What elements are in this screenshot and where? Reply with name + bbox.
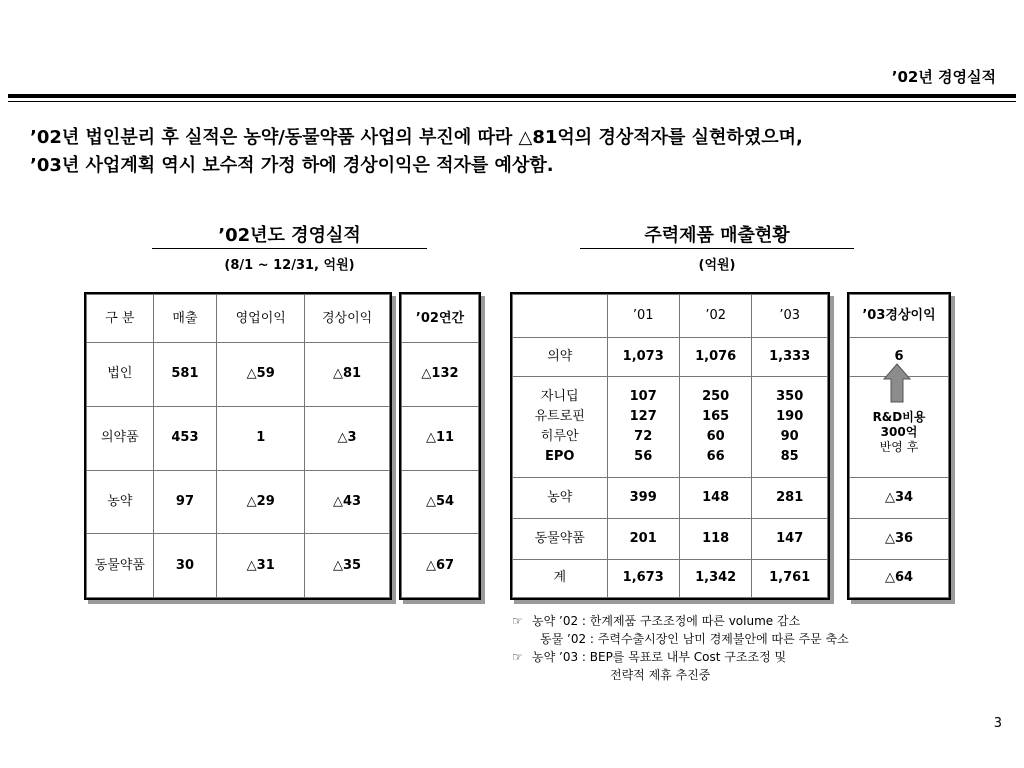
header-cell: ’03 [752, 295, 828, 338]
profit03-panel [847, 292, 951, 600]
sales-cell: 30 [153, 534, 217, 598]
profit03-header-cell: ’03경상이익 [850, 295, 949, 338]
profit03-value-cell: △34 [850, 477, 949, 518]
left-section-subtitle: (8/1 ~ 12/31, 억원) [224, 258, 355, 273]
row-label: 동물약품 [87, 534, 154, 598]
operating-profit-cell: △31 [217, 534, 305, 598]
table-row [513, 559, 828, 597]
sales-cell: 581 [153, 343, 217, 407]
results-table-header [87, 295, 390, 343]
row-label: 농약 [513, 477, 608, 518]
annual-value-cell: △67 [402, 534, 479, 598]
summary-text [30, 124, 803, 180]
value-cell: 107 127 72 56 [607, 377, 679, 477]
annual-table [401, 294, 479, 598]
ordinary-profit-cell: △35 [305, 534, 390, 598]
value-cell: 148 [679, 477, 751, 518]
table-row [513, 338, 828, 377]
rd-note-line: 300억 [880, 424, 918, 439]
value-cell: 1,076 [679, 338, 751, 377]
annual-value-cell: △11 [402, 406, 479, 470]
value-cell: 201 [607, 518, 679, 559]
operating-profit-cell: △59 [217, 343, 305, 407]
left-section-rule [152, 248, 427, 249]
value-cell: 1,761 [752, 559, 828, 597]
value-cell: 147 [752, 518, 828, 559]
annual-value-cell: △132 [402, 343, 479, 407]
profit03-table [849, 294, 949, 598]
value-cell: 1,073 [607, 338, 679, 377]
rd-note-line: R&D비용 [872, 409, 926, 424]
row-label: 동물약품 [513, 518, 608, 559]
product-sales-table [512, 294, 828, 598]
summary-line-1: ’02년 법인분리 후 실적은 농약/동물약품 사업의 부진에 따라 △81억의 경상적자를 실현하였으며, [30, 127, 803, 148]
note-line: ☞ 농약 ’03 : BEP를 목표로 내부 Cost 구조조정 및 [512, 650, 787, 664]
sales-cell: 97 [153, 470, 217, 534]
annual-header-cell: ’02연간 [402, 295, 479, 343]
note-line: 전략적 제휴 추진중 [610, 668, 711, 682]
table-row [87, 534, 390, 598]
notes-block [512, 612, 849, 684]
value-cell: 399 [607, 477, 679, 518]
table-row [87, 343, 390, 407]
page-number: 3 [993, 716, 1002, 731]
table-row [87, 470, 390, 534]
rd-note-line: 반영 후 [879, 439, 919, 454]
ordinary-profit-cell: △43 [305, 470, 390, 534]
header-cell: ’01 [607, 295, 679, 338]
pointing-hand-icon: ☞ [512, 614, 523, 628]
value-cell: 250 165 60 66 [679, 377, 751, 477]
profit03-value-cell: 6 [850, 338, 949, 377]
right-section-rule [580, 248, 854, 249]
table-row [87, 406, 390, 470]
product-sales-header [513, 295, 828, 338]
ordinary-profit-cell: △3 [305, 406, 390, 470]
product-labels-cell: 자니딥 유트로핀 히루안 EPO [513, 377, 608, 477]
row-label: 의약 [513, 338, 608, 377]
value-cell: 1,342 [679, 559, 751, 597]
header-rule-thin [8, 101, 1016, 102]
header-cell: ’02 [679, 295, 751, 338]
header-cell: 경상이익 [305, 295, 390, 343]
value-cell: 281 [752, 477, 828, 518]
header-cell: 매출 [153, 295, 217, 343]
annual-table-panel [399, 292, 481, 600]
value-cell: 350 190 90 85 [752, 377, 828, 477]
product-sales-panel [510, 292, 830, 600]
value-cell: 1,333 [752, 338, 828, 377]
results-table [86, 294, 390, 598]
note-line: ☞ 농약 ’02 : 한계제품 구조조정에 따른 volume 감소 [512, 614, 801, 628]
table-row [513, 477, 828, 518]
header-cell [513, 295, 608, 338]
note-line: 동물 ’02 : 주력수출시장인 남미 경제불안에 따른 주문 축소 [540, 632, 849, 646]
operating-profit-cell: 1 [217, 406, 305, 470]
operating-profit-cell: △29 [217, 470, 305, 534]
table-row [513, 518, 828, 559]
row-label: 계 [513, 559, 608, 597]
header-cell: 영업이익 [217, 295, 305, 343]
up-arrow-icon [883, 363, 911, 403]
header-rule-thick [8, 94, 1016, 98]
value-cell: 1,673 [607, 559, 679, 597]
summary-line-2: ’03년 사업계획 역시 보수적 가정 하에 경상이익은 적자를 예상함. [30, 155, 554, 176]
results-table-panel [84, 292, 392, 600]
profit03-value-cell: △36 [850, 518, 949, 559]
right-section-subtitle: (억원) [698, 258, 736, 273]
ordinary-profit-cell: △81 [305, 343, 390, 407]
profit03-value-cell: △64 [850, 559, 949, 597]
right-section-title: 주력제품 매출현황 [644, 225, 790, 246]
page-header-title: ’02년 경영실적 [891, 68, 996, 86]
row-label: 법인 [87, 343, 154, 407]
value-cell: 118 [679, 518, 751, 559]
table-row [513, 377, 828, 477]
header-cell: 구 분 [87, 295, 154, 343]
left-section-title: ’02년도 경영실적 [218, 225, 361, 246]
annual-value-cell: △54 [402, 470, 479, 534]
pointing-hand-icon: ☞ [512, 650, 523, 664]
sales-cell: 453 [153, 406, 217, 470]
row-label: 농약 [87, 470, 154, 534]
row-label: 의약품 [87, 406, 154, 470]
